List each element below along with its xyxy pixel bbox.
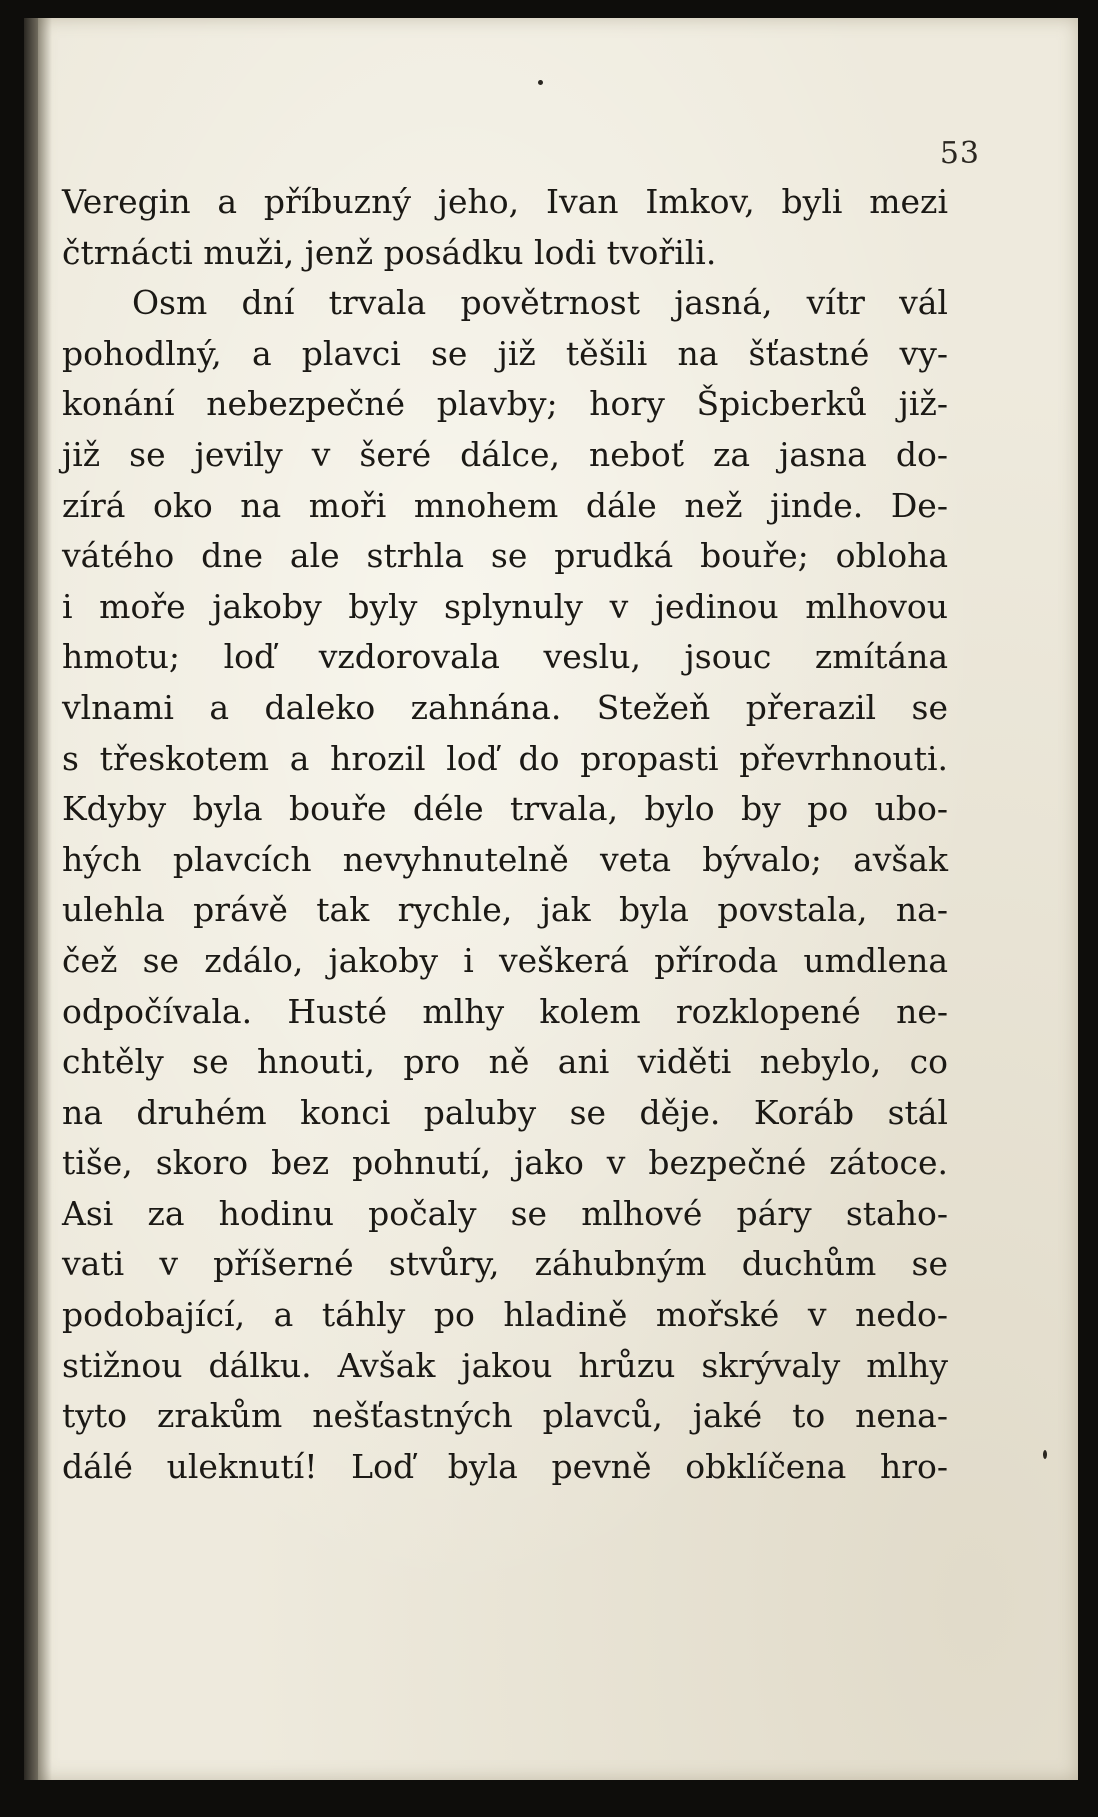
text-line: čež se zdálo, jakoby i veškerá příroda umdlena — [62, 940, 948, 980]
text-line: i moře jakoby byly splynuly v jedinou mlhovou — [62, 586, 948, 626]
text-line: hmotu; loď vzdorovala veslu, jsouc zmítána — [62, 637, 948, 677]
text-line: tiše, skoro bez pohnutí, jako v bezpečné zátoce. — [62, 1143, 948, 1183]
text-line: Osm dní trvala povětrnost jasná, vítr vál — [132, 283, 948, 323]
text-line: na druhém konci paluby se děje. Koráb stál — [62, 1092, 948, 1132]
text-line: podobající, a táhly po hladině mořské v nedo- — [62, 1295, 948, 1335]
text-line: ulehla právě tak rychle, jak byla povstala, na- — [62, 890, 948, 930]
page-number: 53 — [939, 136, 980, 171]
text-line: pohodlný, a plavci se již těšili na šťastné vy- — [62, 333, 948, 373]
book-spine-edge — [24, 18, 38, 1780]
text-line: dálé uleknutí! Loď byla pevně obklíčena hro- — [62, 1446, 948, 1486]
text-line: tyto zrakům nešťastných plavců, jaké to nena- — [62, 1396, 948, 1436]
ink-speck — [1043, 1450, 1047, 1459]
text-line: konání nebezpečné plavby; hory Špicberků již- — [62, 384, 948, 424]
text-line: hých plavcích nevyhnutelně veta bývalo; avšak — [62, 839, 948, 879]
text-line: vati v příšerné stvůry, záhubným duchům se — [62, 1244, 948, 1284]
ink-speck — [538, 80, 543, 85]
gutter-shadow — [38, 18, 52, 1780]
text-line: zírá oko na moři mnohem dále než jinde. De- — [62, 485, 948, 525]
text-line: chtěly se hnouti, pro ně ani viděti nebylo, co — [62, 1042, 948, 1082]
text-line: vátého dne ale strhla se prudká bouře; obloha — [62, 536, 948, 576]
text-line: stižnou dálku. Avšak jakou hrůzu skrývaly mlhy — [62, 1345, 948, 1385]
body-text — [62, 177, 948, 1492]
text-line: vlnami a daleko zahnána. Stežeň přerazil se — [62, 687, 948, 727]
text-line: odpočívala. Husté mlhy kolem rozklopené ne- — [62, 991, 948, 1031]
text-line: Kdyby byla bouře déle trvala, bylo by po ubo- — [62, 789, 948, 829]
text-line: Veregin a příbuzný jeho, Ivan Imkov, byli mezi — [62, 182, 948, 221]
text-line: čtrnácti muži, jenž posádku lodi tvořili. — [62, 232, 717, 272]
text-line: již se jevily v šeré dálce, neboť za jasna do- — [62, 434, 948, 474]
text-line: Asi za hodinu počaly se mlhové páry staho- — [62, 1193, 948, 1233]
text-line: s třeskotem a hrozil loď do propasti převrhnouti. — [62, 738, 948, 778]
